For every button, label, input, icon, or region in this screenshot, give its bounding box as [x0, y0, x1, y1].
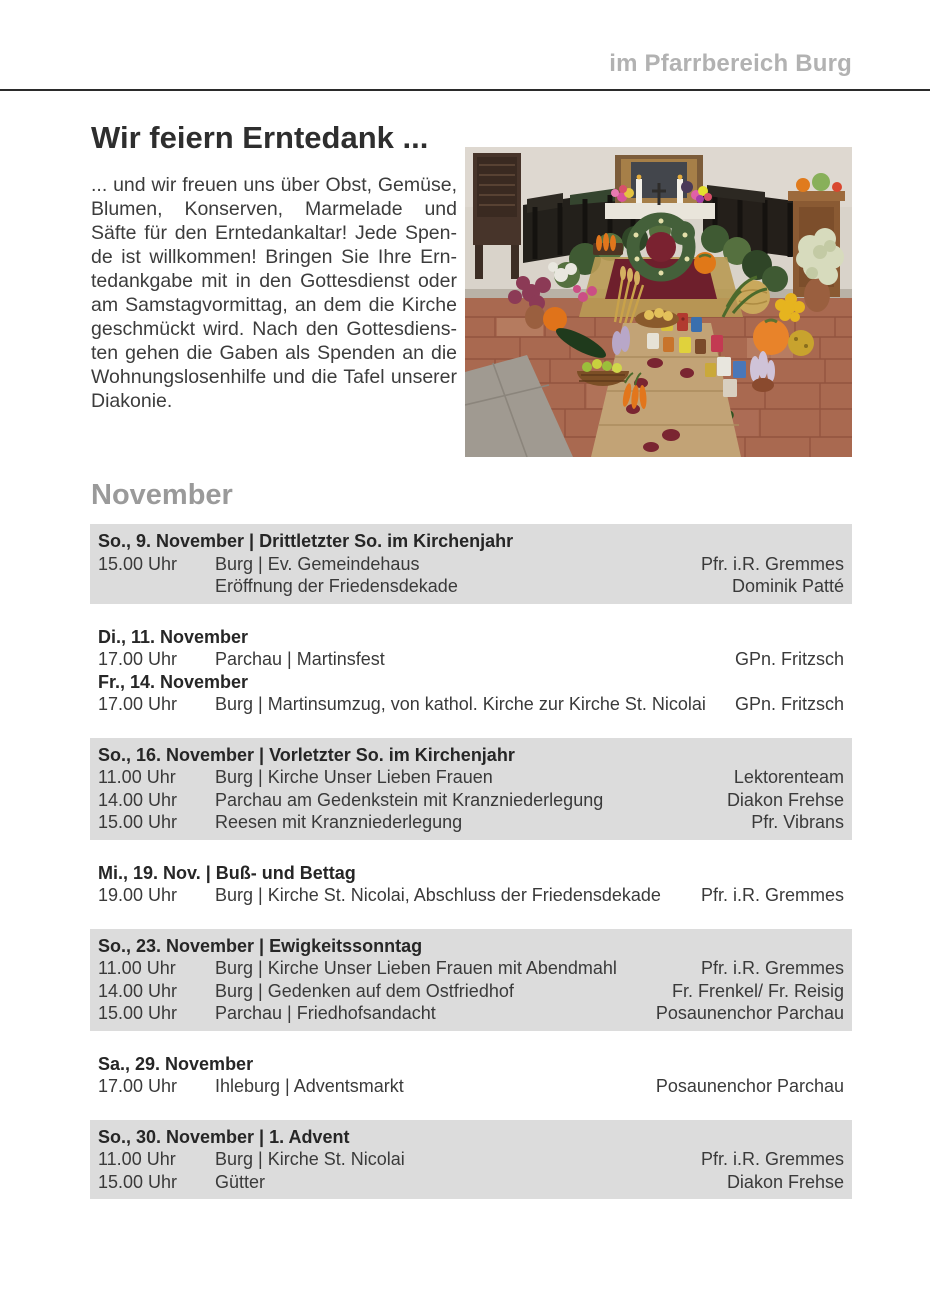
event-row	[98, 553, 844, 576]
event-time: 11.00 Uhr	[98, 1149, 176, 1169]
event-row	[98, 693, 844, 716]
event-leader: GPn. Fritzsch	[734, 694, 844, 714]
event-row	[98, 766, 844, 789]
event-leader: Posaunenchor Parchau	[655, 1003, 844, 1023]
event-row	[98, 1002, 844, 1025]
event-leader: Fr. Frenkel/ Fr. Reisig	[671, 980, 844, 1001]
harvest-altar-photo	[465, 147, 852, 457]
event-description: Ihleburg | Adventsmarkt	[215, 1076, 404, 1096]
event-leader: Pfr. i.R. Gremmes	[700, 885, 844, 905]
event-row	[98, 1075, 844, 1098]
month-heading: November	[91, 479, 233, 511]
event-block	[90, 856, 852, 913]
header-rule	[0, 89, 930, 91]
event-leader: GPn. Fritzsch	[734, 649, 844, 669]
event-leader: Diakon Frehse	[726, 1171, 844, 1192]
event-description: Burg | Kirche St. Nicolai	[215, 1149, 405, 1169]
event-description: Burg | Kirche Unser Lieben Frauen	[215, 767, 493, 787]
event-time: 11.00 Uhr	[98, 767, 176, 787]
event-time: 11.00 Uhr	[98, 958, 176, 978]
event-leader: Lektorenteam	[733, 767, 844, 787]
event-row	[98, 789, 844, 812]
event-description: Burg | Gedenken auf dem Ostfriedhof	[215, 980, 514, 1001]
event-description: Gütter	[215, 1171, 266, 1192]
event-date-heading: So., 16. November | Vorletzter So. im Kirchenjahr	[98, 744, 515, 765]
event-description: Parchau | Friedhofsandacht	[215, 1003, 436, 1023]
event-date-heading: So., 23. November | Ewigkeitssonntag	[98, 935, 423, 956]
event-row	[98, 575, 844, 598]
event-time: 14.00 Uhr	[98, 789, 178, 810]
event-description: Burg | Martinsumzug, von kathol. Kirche zur Kirche St. Nicolai	[215, 694, 706, 714]
event-time	[98, 575, 215, 598]
event-description: Burg | Ev. Gemeindehaus	[215, 553, 420, 574]
event-leader: Pfr. i.R. Gremmes	[700, 958, 844, 978]
event-time: 17.00 Uhr	[98, 649, 178, 669]
event-row	[98, 980, 844, 1003]
event-time: 14.00 Uhr	[98, 980, 178, 1001]
event-description: Parchau | Martinsfest	[215, 649, 385, 669]
event-block-shaded	[90, 738, 852, 840]
event-block-shaded	[90, 524, 852, 604]
event-row	[98, 811, 844, 834]
event-row	[98, 1171, 844, 1194]
event-leader: Pfr. i.R. Gremmes	[700, 1149, 844, 1169]
event-date-heading: Mi., 19. Nov. | Buß- und Bettag	[98, 862, 356, 883]
event-leader: Pfr. i.R. Gremmes	[700, 553, 844, 574]
region-label: im Pfarrbereich Burg	[609, 50, 852, 77]
page-header	[0, 0, 930, 78]
event-description: Reesen mit Kranzniederlegung	[215, 812, 463, 832]
event-leader: Pfr. Vibrans	[751, 812, 844, 832]
event-date-heading: So., 30. November | 1. Advent	[98, 1126, 350, 1147]
event-description: Burg | Kirche Unser Lieben Frauen mit Abendmahl	[215, 958, 617, 978]
event-block	[90, 1047, 852, 1104]
event-time: 15.00 Uhr	[98, 1003, 178, 1023]
harvest-altar-illustration	[465, 147, 852, 457]
event-date-heading: Fr., 14. November	[98, 671, 249, 692]
event-row	[98, 648, 844, 671]
event-time: 15.00 Uhr	[98, 553, 178, 574]
event-date-heading: So., 9. November | Drittletzter So. im Kirchenjahr	[98, 531, 514, 551]
article-title: Wir feiern Erntedank ...	[91, 120, 429, 155]
event-date-heading: Di., 11. November	[98, 626, 249, 647]
schedule-blocks	[90, 524, 852, 1199]
event-time: 17.00 Uhr	[98, 1076, 178, 1096]
event-row	[98, 1148, 844, 1171]
event-time: 15.00 Uhr	[98, 812, 178, 832]
event-time: 17.00 Uhr	[98, 694, 178, 714]
event-block-shaded	[90, 929, 852, 1031]
event-row	[98, 957, 844, 980]
event-date-heading: Sa., 29. November	[98, 1053, 254, 1074]
event-block-shaded	[90, 1120, 852, 1200]
event-description: Eröffnung der Friedensdekade	[215, 576, 458, 596]
event-description: Parchau am Gedenkstein mit Kranzniederlegung	[215, 789, 604, 810]
event-description: Burg | Kirche St. Nicolai, Abschluss der Friedensdekade	[215, 885, 661, 905]
event-time: 15.00 Uhr	[98, 1171, 178, 1192]
event-row	[98, 884, 844, 907]
event-time: 19.00 Uhr	[98, 885, 178, 905]
article-section	[91, 120, 852, 454]
event-leader: Dominik Patté	[731, 576, 844, 596]
event-block	[90, 620, 852, 722]
event-leader: Posaunenchor Parchau	[655, 1076, 844, 1096]
article-body: ... und wir freuen uns über Obst, Gemüse, Blumen, Konserven, Marmelade und Säfte für den Erntedankaltar! Jede Spende ist willkommen! Bringen Sie Ihre Erntedankgabe mit in den Gottesdienst oder am Samstagvormittag, an dem die Kirche geschmückt wird. Nach den Gottesdiensten gehen die Gaben als Spenden an die Wohnungslosenhilfe und die Tafel unserer Diakonie.	[91, 174, 457, 412]
event-leader: Diakon Frehse	[726, 789, 844, 810]
